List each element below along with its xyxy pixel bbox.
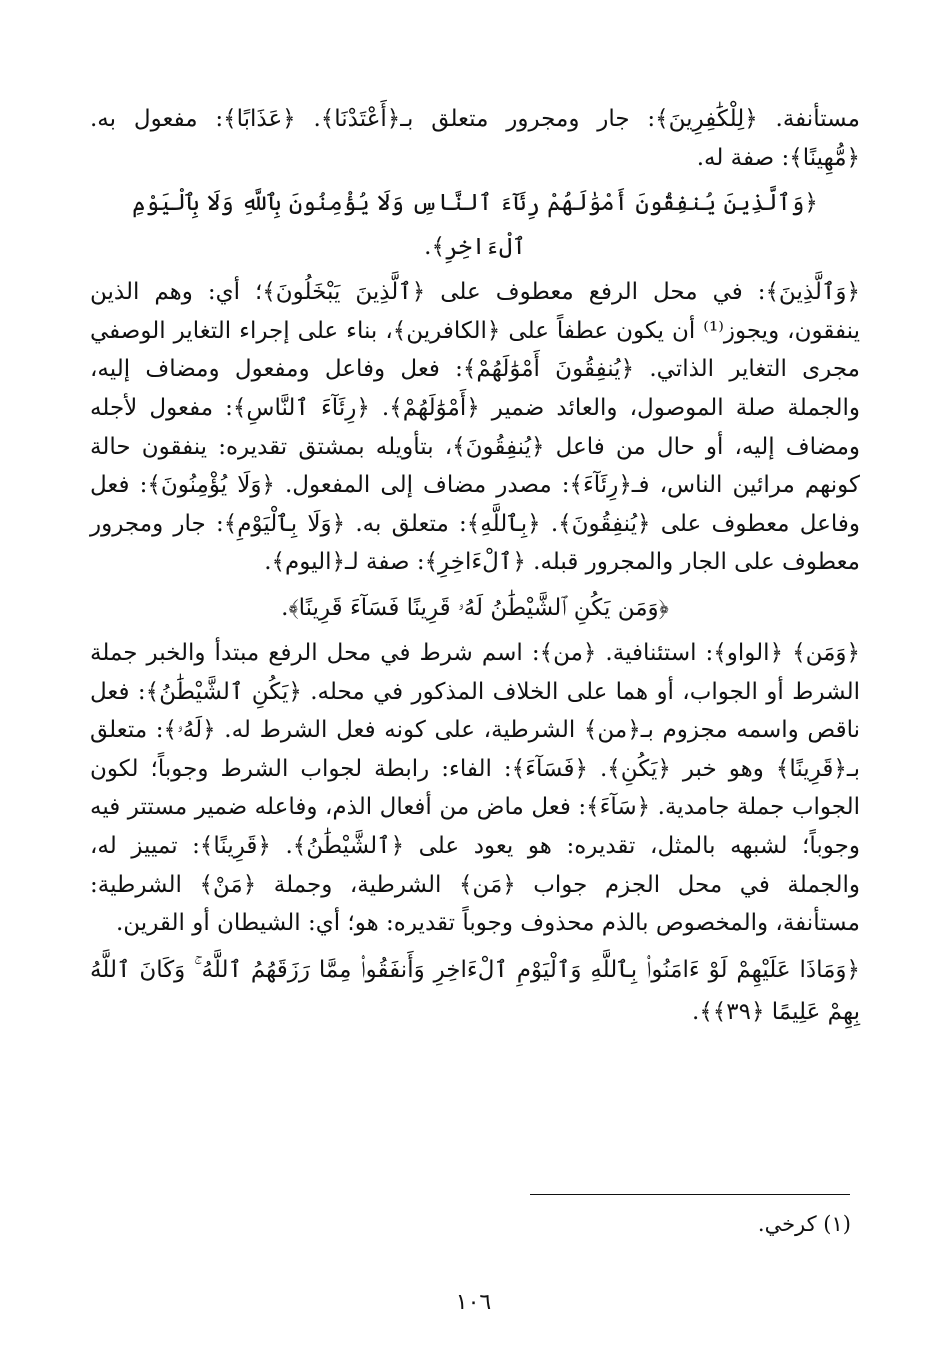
footnote: (١) كرخي. [757,1212,851,1236]
paragraph-1: مستأنفة. ﴿لِلْكَٰفِرِينَ﴾: جار ومجرور متعلق بـ﴿أَعْتَدْنَا﴾. ﴿عَذَابًا﴾: مفعول به. ﴿مُّهِينًا﴾: صفة له. [90,106,860,171]
paragraph-3: ﴿وَمَن﴾ ﴿الواو﴾: استئنافية. ﴿من﴾: اسم شرط في محل الرفع مبتدأ والخبر جملة الشرط أو الجواب، أو هما على الخلاف المذكور في محله. ﴿يَكُنِ ٱلشَّيْطَٰنُ﴾: فعل ناقص واسمه مجزوم بـ﴿من﴾ الشرطية، على كونه فعل الشرط له. ﴿لَهُۥ﴾: متعلق بـ﴿قَرِينًا﴾ وهو خبر ﴿يَكُنِ﴾. ﴿فَسَآءَ﴾: الفاء: رابطة لجواب الشرط وجوباً؛ لكون الجواب جملة جامدية. ﴿سَآءَ﴾: فعل ماض من أفعال الذم، وفاعله ضمير مستتر فيه وجوباً؛ لشبهه بالمثل، تقديره: هو يعود على ﴿ٱلشَّيْطَٰنُ﴾. ﴿قَرِينًا﴾: تمييز له، والجملة في محل الجزم جواب ﴿مَن﴾ الشرطية، وجملة ﴿مَنْ﴾ الشرطية: مستأنفة، والمخصوص بالذم محذوف وجوباً تقديره: هو؛ أي: الشيطان أو القرين. [90,639,860,937]
quran-verse-3: ﴿وَمَاذَا عَلَيْهِمْ لَوْ ءَامَنُوا۟ بِٱللَّهِ وَٱلْيَوْمِ ٱلْءَاخِرِ وَأَنفَقُوا۟ مِمَّا رَزَقَهُمُ ٱللَّهُ ۚ وَكَانَ ٱللَّهُ بِهِمْ عَلِيمًا ﴿٣٩﴾﴾. [90,956,860,1025]
quran-verse-1: ﴿وَٱلَّذِينَ يُنفِقُونَ أَمْوَٰلَهُمْ رِئَآءَ ٱلنَّاسِ وَلَا يُؤْمِنُونَ بِٱللَّهِ وَلَا بِٱلْيَوْمِ ٱلْءَاخِرِ﴾. [132,190,818,261]
footnote-divider [530,1194,850,1195]
main-text [90,100,860,1033]
paragraph-2: ﴿وَٱلَّذِينَ﴾: في محل الرفع معطوف على ﴿ٱلَّذِينَ يَبْخَلُونَ﴾؛ أي: وهم الذين ينفقون، ويجوز⁽¹⁾ أن يكون عطفاً على ﴿الكافرين﴾، بناء على إجراء التغاير الوصفي مجرى التغاير الذاتي. ﴿يُنفِقُونَ أَمْوَٰلَهُمْ﴾: فعل وفاعل ومفعول ومضاف إليه، والجملة صلة الموصول، والعائد ضمير ﴿أَمْوَٰلَهُمْ﴾. ﴿رِئَآءَ ٱلنَّاسِ﴾: مفعول لأجله ومضاف إليه، أو حال من فاعل ﴿يُنفِقُونَ﴾، بتأويله بمشتق تقديره: ينفقون حالة كونهم مرائين الناس، فـ﴿رِئَآءَ﴾: مصدر مضاف إلى المفعول. ﴿وَلَا يُؤْمِنُونَ﴾: فعل وفاعل معطوف على ﴿يُنفِقُونَ﴾. ﴿بِٱللَّهِ﴾: متعلق به. ﴿وَلَا بِٱلْيَوْمِ﴾: جار ومجرور معطوف على الجار والمجرور قبله. ﴿ٱلْءَاخِرِ﴾: صفة لـ﴿اليوم﴾. [90,279,860,576]
page-number: ١٠٦ [455,1290,492,1315]
quran-verse-2: ﴿وَمَن يَكُنِ ٱلشَّيْطَٰنُ لَهُۥ قَرِينًا فَسَآءَ قَرِينًا﴾. [281,594,669,621]
